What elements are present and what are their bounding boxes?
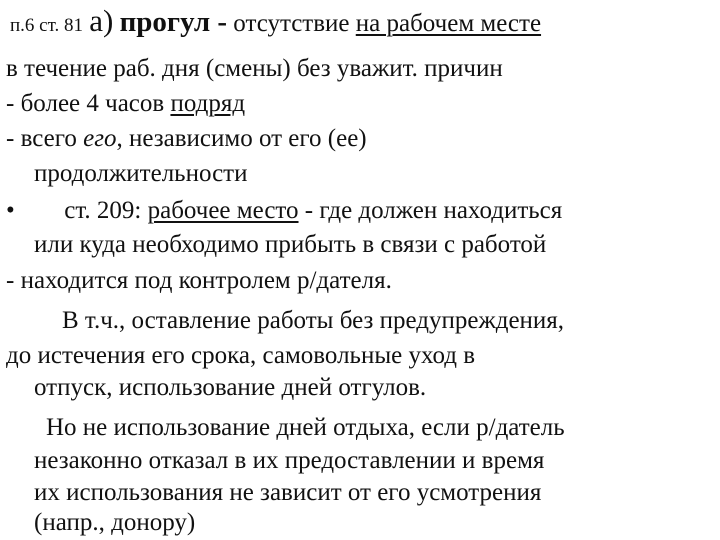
text-line-15: (напр., донору) [34, 509, 196, 536]
item-letter: а) [89, 3, 114, 38]
workplace-term: рабочее место [147, 197, 299, 224]
text-line-3 [6, 89, 245, 119]
text-line-4 [6, 124, 367, 154]
text-line-4-rest: , независимо от его (ее) [116, 125, 367, 152]
text-line-5: продолжительности [34, 160, 248, 187]
text-line-4-prefix: - всего [6, 125, 77, 152]
definition-start: отсутствие [233, 10, 350, 37]
text-line-3-prefix: - более 4 часов [6, 90, 165, 117]
text-line-12: Но не использование дней отдыха, если р/датель [46, 414, 565, 441]
text-line-9: В т.ч., оставление работы без предупреждения, [62, 307, 565, 334]
workplace-definition: - где должен находиться [304, 197, 563, 224]
text-line-11: отпуск, использование дней отгулов. [34, 374, 427, 401]
text-line-3-underlined: подряд [170, 90, 246, 117]
text-line-4-italic: его [83, 125, 117, 152]
text-line-13: незаконно отказал в их предоставлении и время [34, 447, 545, 474]
article-209-reference: ст. 209: [64, 197, 142, 224]
article-reference: п.6 ст. 81 [10, 15, 83, 36]
bullet-icon: • [6, 197, 15, 224]
term-truancy: прогул - [119, 6, 228, 38]
heading-line [10, 3, 542, 41]
text-line-8: - находится под контролем р/дателя. [6, 267, 392, 294]
text-line-14: их использования не зависит от его усмотрения [34, 479, 542, 506]
text-line-10: до истечения его срока, самовольные уход в [6, 342, 476, 369]
text-line-7: или куда необходимо прибыть в связи с работой [34, 231, 547, 258]
text-line-6 [6, 196, 562, 226]
definition-underlined: на рабочем месте [355, 10, 542, 37]
text-line-2: в течение раб. дня (смены) без уважит. причин [6, 55, 503, 82]
